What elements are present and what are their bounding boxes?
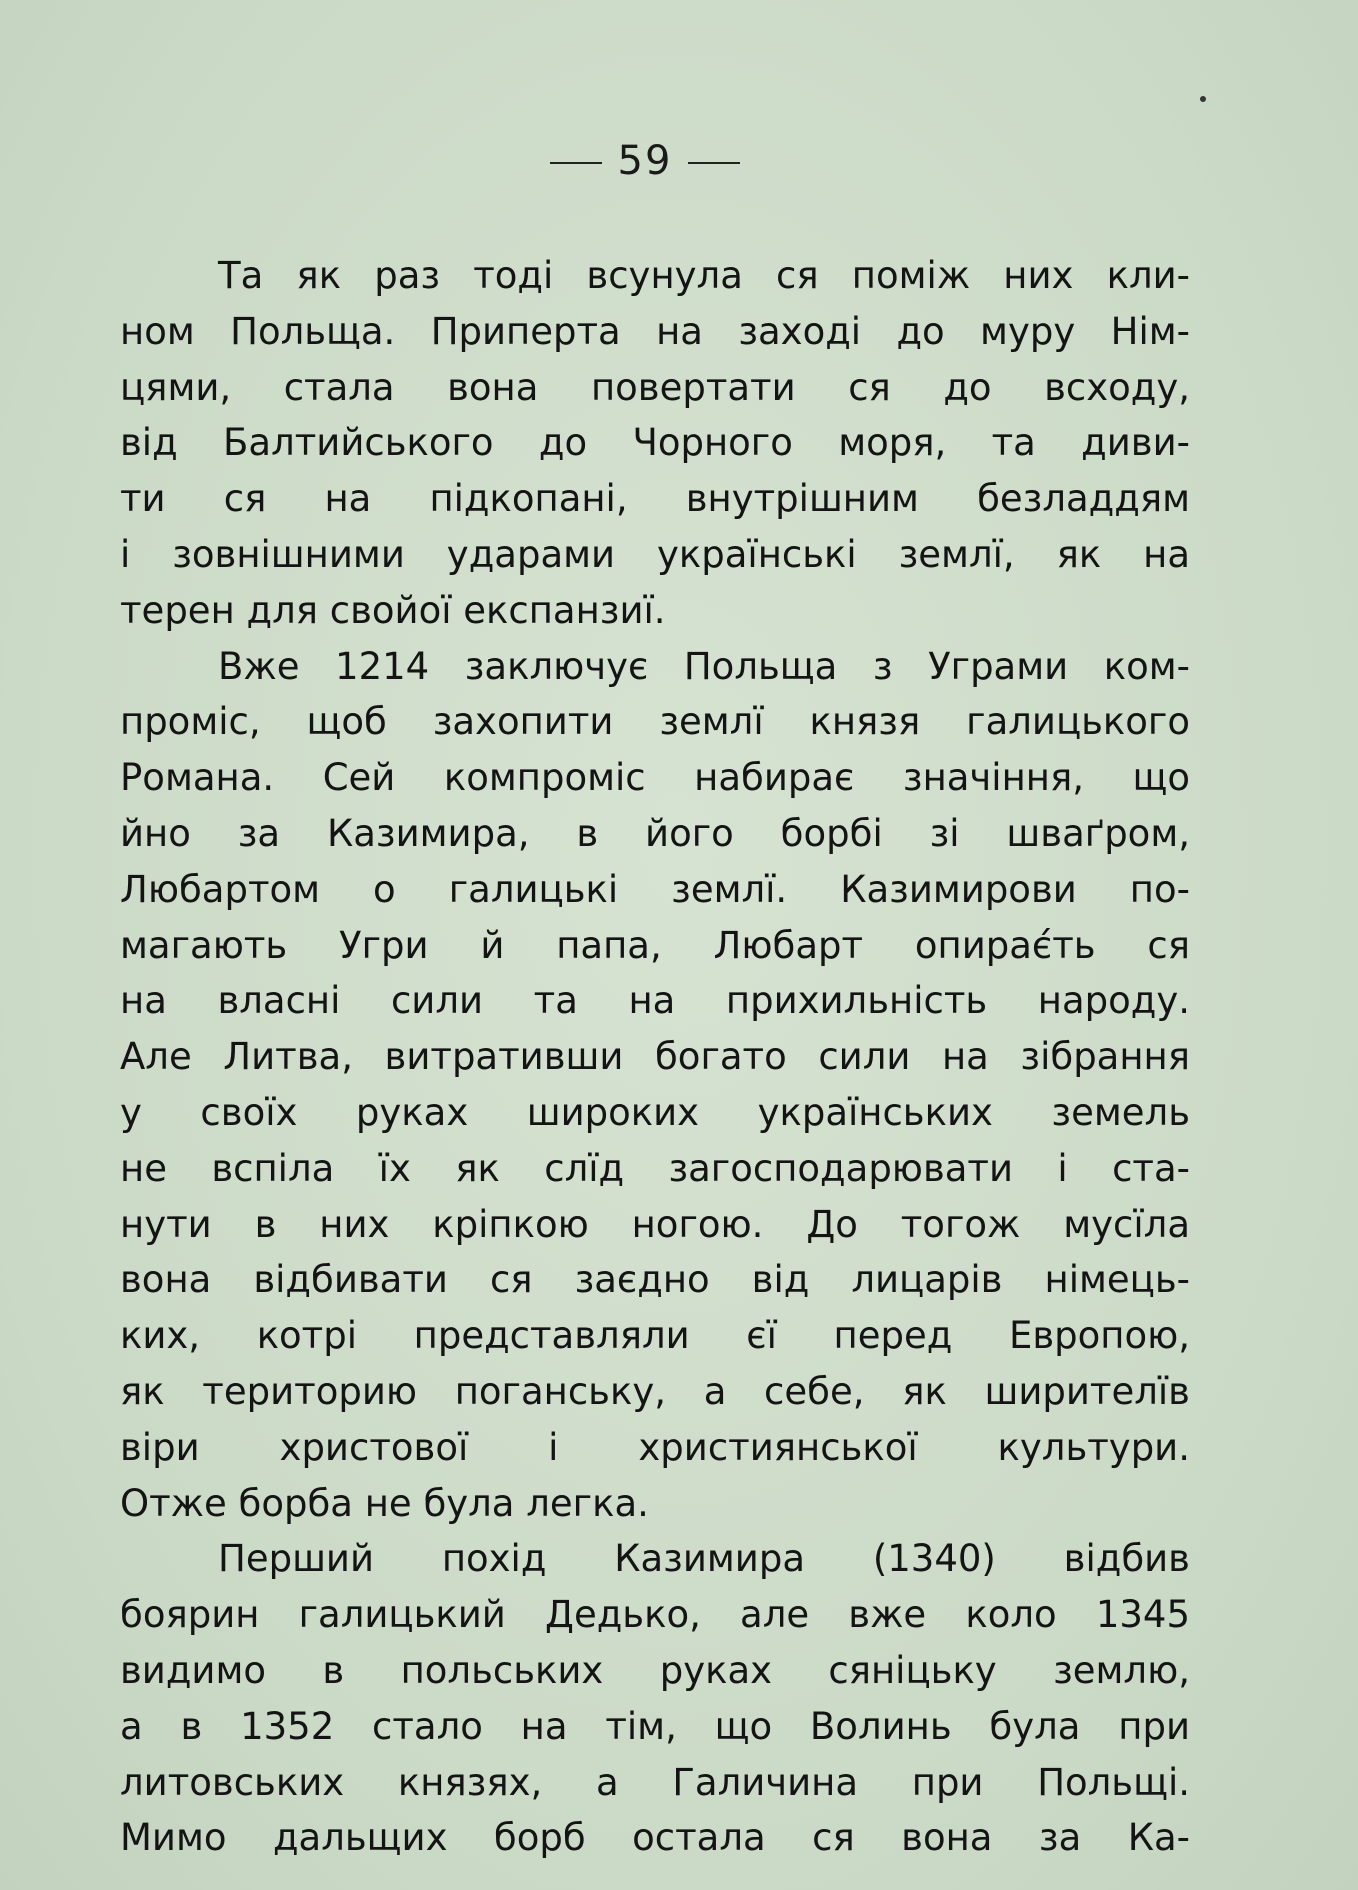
text-line: боярин галицький Дедько, але вже коло 1345	[120, 1593, 1190, 1637]
text-line: вона відбивати ся заєдно від лицарів німець-	[120, 1258, 1190, 1302]
body-text	[120, 248, 1190, 1866]
text-line: терен для свойої експанзиї.	[120, 588, 666, 632]
paragraph-1	[120, 248, 1190, 639]
text-line: Отже борба не була легка.	[120, 1481, 649, 1525]
text-line: Мимо дальщих борб остала ся вона за Ка-	[120, 1816, 1190, 1860]
text-line: ти ся на підкопані, внутрішним безладдям	[120, 477, 1190, 521]
paragraph-2	[120, 639, 1190, 1532]
text-line: Любартом о галицькі землї. Казимирови по-	[120, 867, 1190, 911]
text-line: литовських князях, а Галичина при Польщі.	[120, 1760, 1190, 1804]
page-number	[0, 138, 1290, 184]
print-speck	[1200, 96, 1206, 102]
text-line: Перший похід Казимира (1340) відбив	[218, 1537, 1190, 1581]
text-line: від Балтийського до Чорного моря, та диви-	[120, 421, 1190, 465]
text-line: Та як раз тоді всунула ся поміж них кли-	[218, 254, 1190, 297]
text-line: і зовнішними ударами українські землї, як на	[120, 532, 1190, 576]
text-line: на власні сили та на прихильність народу.	[120, 979, 1190, 1023]
text-line: як територию поганську, а себе, як ширителїв	[120, 1369, 1190, 1413]
text-line: цями, стала вона повертати ся до всходу,	[120, 365, 1190, 409]
paragraph-3	[120, 1531, 1190, 1866]
text-line: Вже 1214 заключує Польща з Уграми ком-	[218, 644, 1190, 688]
text-line: не вспіла їх як слїд загосподарювати і ста-	[120, 1146, 1190, 1190]
text-line: Але Литва, витративши богато сили на зібрання	[120, 1035, 1190, 1079]
text-line: магають Угри й папа, Любарт опирає́ть ся	[120, 923, 1190, 967]
left-dash	[550, 162, 602, 164]
text-line: ном Польща. Приперта на заході до муру Нім-	[120, 309, 1190, 353]
text-line: Романа. Сей компроміс набирає значіння, що	[120, 756, 1190, 800]
text-line: у своїх руках широких українських земель	[120, 1090, 1190, 1134]
text-line: видимо в польських руках сяніцьку землю,	[120, 1648, 1190, 1692]
text-line: ких, котрі представляли єї перед Европою,	[120, 1314, 1190, 1358]
right-dash	[688, 162, 740, 164]
text-line: проміс, щоб захопити землї князя галицького	[120, 700, 1190, 744]
text-line: нути в них кріпкою ногою. До тогож мусїла	[120, 1202, 1190, 1246]
text-line: віри христової і християнської культури.	[120, 1425, 1190, 1469]
page-number-value: 59	[617, 138, 673, 184]
text-line: йно за Казимира, в його борбі зі шваґром,	[120, 811, 1190, 855]
text-line: а в 1352 стало на тім, що Волинь була при	[120, 1704, 1190, 1748]
